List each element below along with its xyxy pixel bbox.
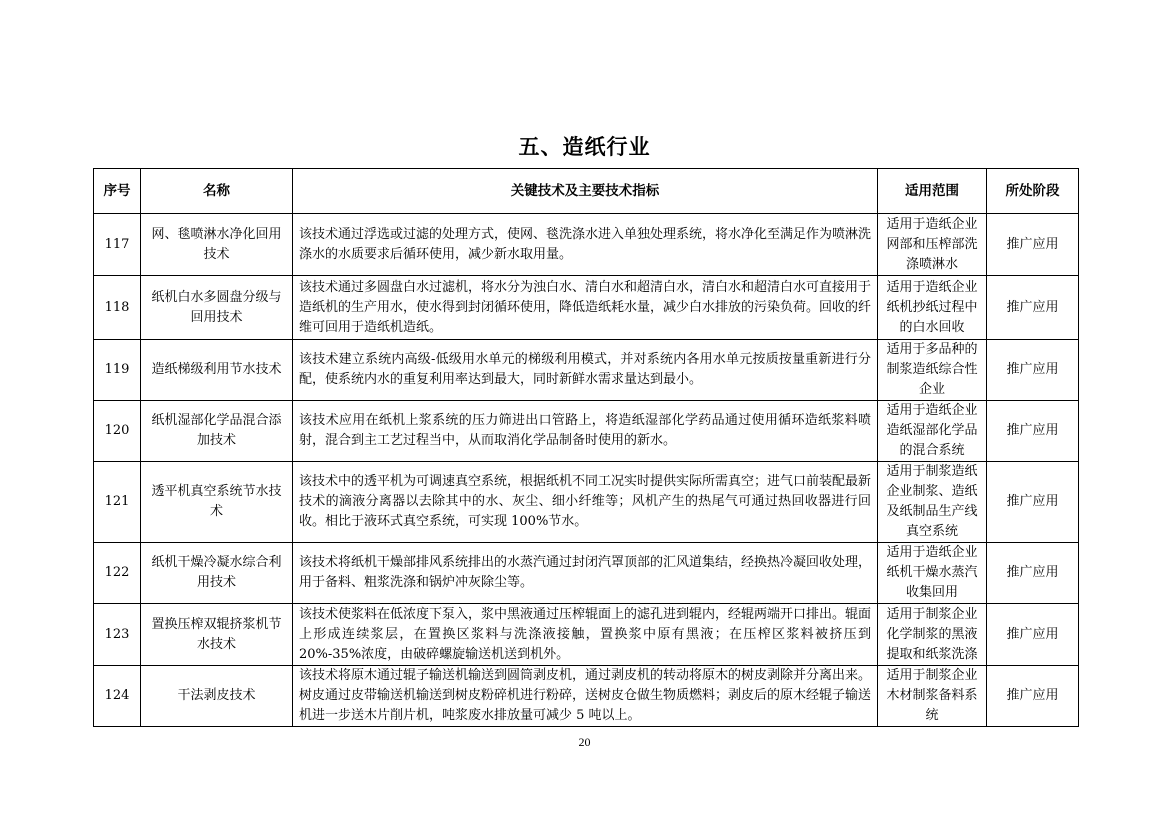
technology-description: 该技术应用在纸机上浆系统的压力筛进出口管路上，将造纸湿部化学药品通过使用循环造纸浆料喷射，混合到主工艺过程当中，从而取消化学品制备时使用的新水。 <box>293 401 878 462</box>
row-number: 119 <box>94 340 141 401</box>
application-scope: 适用于制浆企业木材制浆备料系统 <box>878 666 987 727</box>
row-number: 123 <box>94 604 141 666</box>
application-scope: 适用于制浆造纸企业制浆、造纸及纸制品生产线真空系统 <box>878 462 987 543</box>
technology-description: 该技术中的透平机为可调速真空系统，根据纸机不同工况实时提供实际所需真空；进气口前装配最新技术的滴液分离器以去除其中的水、灰尘、细小纤维等；风机产生的热尾气可通过热回收器进行回收。相比于液环式真空系统，可实现 100%节水。 <box>293 462 878 543</box>
table-row <box>94 340 1079 401</box>
stage: 推广应用 <box>987 604 1079 666</box>
stage: 推广应用 <box>987 462 1079 543</box>
technology-name: 造纸梯级利用节水技术 <box>141 340 293 401</box>
technology-name: 置换压榨双辊挤浆机节水技术 <box>141 604 293 666</box>
technology-name: 透平机真空系统节水技术 <box>141 462 293 543</box>
table-row <box>94 214 1079 276</box>
technology-name: 网、毯喷淋水净化回用技术 <box>141 214 293 276</box>
row-number: 121 <box>94 462 141 543</box>
table-row <box>94 462 1079 543</box>
technology-name: 纸机湿部化学品混合添加技术 <box>141 401 293 462</box>
stage: 推广应用 <box>987 214 1079 276</box>
application-scope: 适用于多品种的制浆造纸综合性企业 <box>878 340 987 401</box>
row-number: 117 <box>94 214 141 276</box>
stage: 推广应用 <box>987 666 1079 727</box>
row-number: 124 <box>94 666 141 727</box>
table-row <box>94 604 1079 666</box>
table-row <box>94 276 1079 340</box>
table-row <box>94 543 1079 604</box>
row-number: 122 <box>94 543 141 604</box>
table-row <box>94 401 1079 462</box>
application-scope: 适用于制浆企业化学制浆的黑液提取和纸浆洗涤 <box>878 604 987 666</box>
technology-description: 该技术将原木通过辊子输送机输送到圆筒剥皮机，通过剥皮机的转动将原木的树皮剥除并分离出来。树皮通过皮带输送机输送到树皮粉碎机进行粉碎，送树皮仓做生物质燃料；剥皮后的原木经辊子输送机进一步送木片削片机，吨浆废水排放量可减少 5 吨以上。 <box>293 666 878 727</box>
application-scope: 适用于造纸企业纸机抄纸过程中的白水回收 <box>878 276 987 340</box>
technology-table <box>93 168 1079 727</box>
stage: 推广应用 <box>987 401 1079 462</box>
table-header-row <box>94 169 1079 214</box>
row-number: 118 <box>94 276 141 340</box>
header-name: 名称 <box>141 169 293 214</box>
technology-name: 纸机干燥冷凝水综合利用技术 <box>141 543 293 604</box>
application-scope: 适用于造纸企业造纸湿部化学品的混合系统 <box>878 401 987 462</box>
page-number: 20 <box>578 735 591 749</box>
stage: 推广应用 <box>987 543 1079 604</box>
header-scope: 适用范围 <box>878 169 987 214</box>
header-stage: 所处阶段 <box>987 169 1079 214</box>
technology-description: 该技术建立系统内高级-低级用水单元的梯级利用模式，并对系统内各用水单元按质按量重新进行分配，使系统内水的重复利用率达到最大，同时新鲜水需求量达到最小。 <box>293 340 878 401</box>
technology-description: 该技术使浆料在低浓度下泵入，浆中黑液通过压榨辊面上的滤孔进到辊内，经辊两端开口排出。辊面上形成连续浆层，在置换区浆料与洗涤液接触，置换浆中原有黑液；在压榨区浆料被挤压到 20%-35%浓度，由破碎螺旋输送机送到机外。 <box>293 604 878 666</box>
technology-description: 该技术通过多圆盘白水过滤机，将水分为浊白水、清白水和超清白水，清白水和超清白水可直接用于造纸机的生产用水，使水得到封闭循环使用，降低造纸耗水量，减少白水排放的污染负荷。回收的纤维可回用于造纸机造纸。 <box>293 276 878 340</box>
technology-name: 纸机白水多圆盘分级与回用技术 <box>141 276 293 340</box>
row-number: 120 <box>94 401 141 462</box>
application-scope: 适用于造纸企业网部和压榨部洗涤喷淋水 <box>878 214 987 276</box>
technology-description: 该技术通过浮选或过滤的处理方式，使网、毯洗涤水进入单独处理系统，将水净化至满足作为喷淋洗涤水的水质要求后循环使用，减少新水取用量。 <box>293 214 878 276</box>
table-row <box>94 666 1079 727</box>
page-title: 五、造纸行业 <box>518 135 651 159</box>
header-no: 序号 <box>94 169 141 214</box>
header-desc: 关键技术及主要技术指标 <box>293 169 878 214</box>
stage: 推广应用 <box>987 276 1079 340</box>
technology-description: 该技术将纸机干燥部排风系统排出的水蒸汽通过封闭汽罩顶部的汇风道集结，经换热冷凝回收处理，用于备料、粗浆洗涤和锅炉冲灰除尘等。 <box>293 543 878 604</box>
technology-name: 干法剥皮技术 <box>141 666 293 727</box>
application-scope: 适用于造纸企业纸机干燥水蒸汽收集回用 <box>878 543 987 604</box>
stage: 推广应用 <box>987 340 1079 401</box>
